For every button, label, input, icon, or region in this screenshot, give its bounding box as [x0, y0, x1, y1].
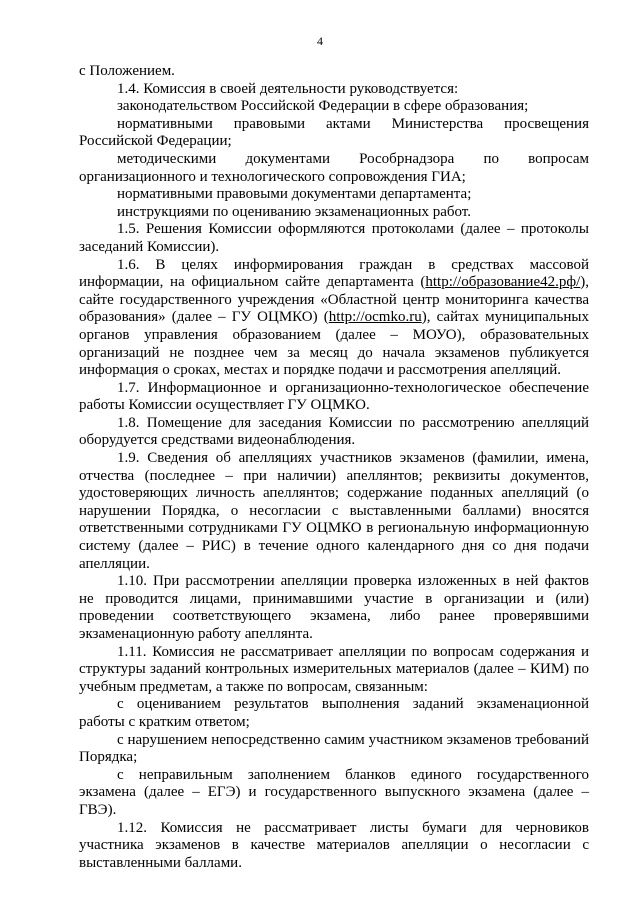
- paragraph: с нарушением непосредственно самим участником экзаменов требований Порядка;: [79, 731, 589, 766]
- paragraph: 1.8. Помещение для заседания Комиссии по рассмотрению апелляций оборудуется средствами видеонаблюдения.: [79, 414, 589, 449]
- paragraph: методическими документами Рособрнадзора по вопросам организационного и технологического сопровождения ГИА;: [79, 150, 589, 185]
- paragraph: 1.7. Информационное и организационно-технологическое обеспечение работы Комиссии осуществляет ГУ ОЦМКО.: [79, 379, 589, 414]
- paragraph: 1.10. При рассмотрении апелляции проверка изложенных в ней фактов не проводится лицами, принимавшими участие в организации и (или) проведении соответствующего экзамена, либо ранее проверявшими экзаменационную работу апеллянта.: [79, 573, 589, 642]
- paragraph-text: ), сайте государственного учреждения «Областной центр мониторинга качества образования» (далее – ГУ ОЦМКО) (: [79, 274, 589, 326]
- paragraph: с Положением.: [79, 63, 175, 79]
- paragraph: 1.12. Комиссия не рассматривает листы бумаги для черновиков участника экзаменов в качестве материалов апелляции о несогласии с выставленными баллами.: [79, 819, 589, 871]
- paragraph-text: 1.6. В целях информирования граждан в средствах массовой информации, на официальном сайте департамента (: [79, 256, 589, 291]
- url-link[interactable]: http://ocmko.ru: [328, 309, 422, 326]
- paragraph: [79, 257, 589, 380]
- url-link[interactable]: http://образование42.рф/: [425, 274, 581, 291]
- paragraph: 1.5. Решения Комиссии оформляются протоколами (далее – протоколы заседаний Комиссии).: [79, 221, 589, 255]
- paragraph: законодательством Российской Федерации в сфере образования;: [117, 98, 529, 115]
- paragraph: 1.11. Комиссия не рассматривает апелляции по вопросам содержания и структуры заданий контрольных измерительных материалов (далее – КИМ) по учебным предметам, а также по вопросам, связанным:: [79, 643, 589, 695]
- page-number: 4: [317, 34, 323, 48]
- paragraph: инструкциями по оцениванию экзаменационных работ.: [117, 203, 471, 220]
- paragraph: нормативными правовыми актами Министерства просвещения Российской Федерации;: [79, 115, 589, 150]
- paragraph-text: ), сайтах муниципальных органов управления образованием (далее – МОУО), образовательных организаций не позднее чем за месяц до начала экзаменов публикуется информация о сроках, местах и порядке подачи и рассмотрения апелляций.: [79, 309, 589, 379]
- paragraph: 1.9. Сведения об апелляциях участников экзаменов (фамилии, имена, отчества (последнее – при наличии) апеллянтов; реквизиты документов, удостоверяющих личность апеллянтов; содержание поданных апелляций (о нарушении Порядка, о несогласии с выставленными баллами) вносятся ответственными сотрудниками ГУ ОЦМКО в региональную информационную систему (далее – РИС) в течение одного календарного дня со дня подачи апелляции.: [79, 450, 589, 572]
- document-body: [79, 63, 589, 872]
- paragraph: нормативными правовыми документами департамента;: [117, 186, 472, 203]
- paragraph: 1.4. Комиссия в своей деятельности руководствуется:: [117, 80, 459, 97]
- paragraph: с оцениванием результатов выполнения заданий экзаменационной работы с кратким ответом;: [79, 696, 589, 730]
- paragraph: с неправильным заполнением бланков единого государственного экзамена (далее – ЕГЭ) и государственного выпускного экзамена (далее – ГВЭ).: [79, 766, 589, 818]
